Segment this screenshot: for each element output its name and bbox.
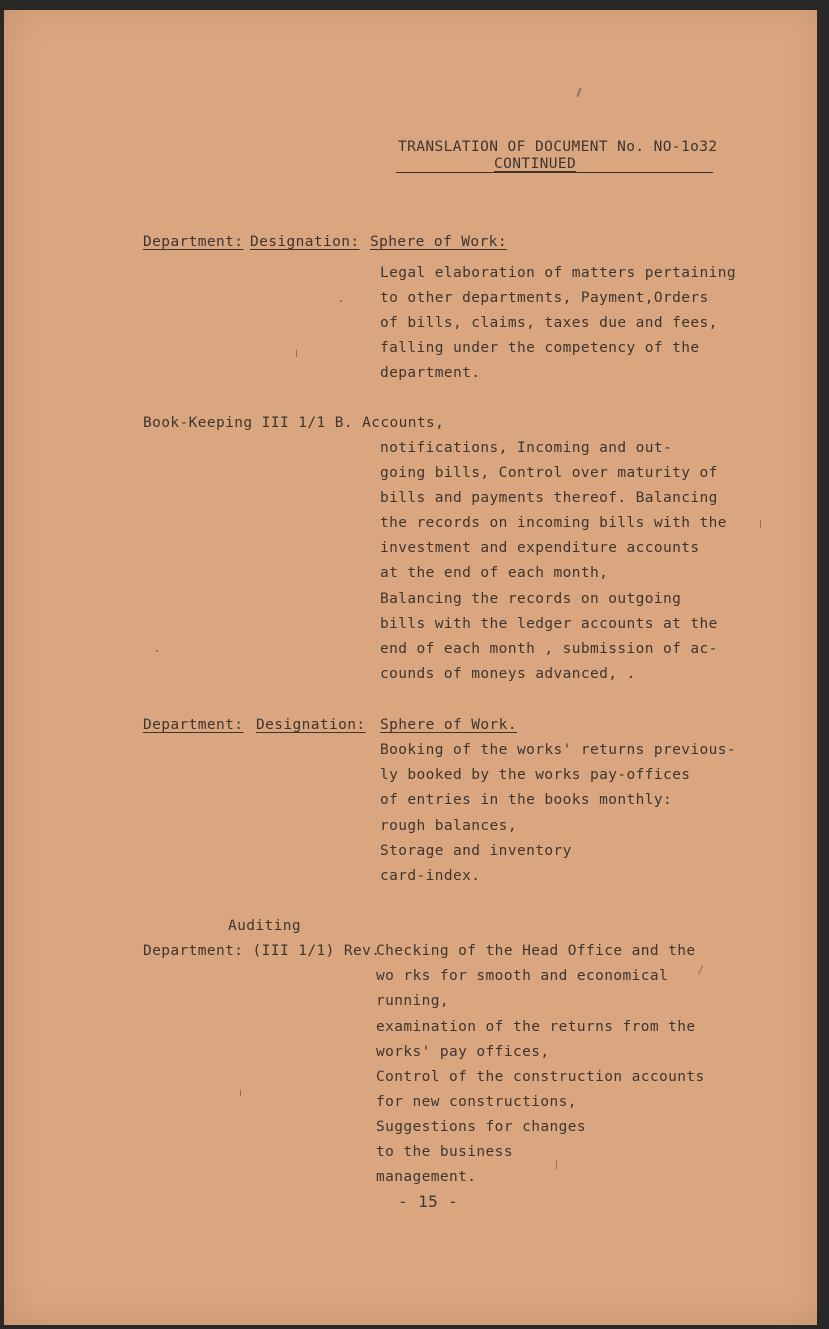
label-book-keeping: Book-Keeping III 1/1 B. Accounts, <box>143 415 445 431</box>
paper-speck <box>577 88 582 97</box>
paper-speck <box>556 1160 557 1169</box>
text-line: to other departments, Payment,Orders <box>380 290 709 306</box>
document-title: TRANSLATION OF DOCUMENT No. NO-1o32 <box>398 139 718 155</box>
heading-rule <box>396 172 713 173</box>
scan-border-top <box>0 0 829 10</box>
text-line: notifications, Incoming and out- <box>380 440 673 456</box>
text-line: at the end of each month, <box>380 565 609 581</box>
text-line: end of each month , submission of ac- <box>380 641 718 657</box>
text-line: counds of moneys advanced, . <box>380 666 636 682</box>
page-number: - 15 - <box>398 1192 459 1211</box>
text-line: rough balances, <box>380 818 517 834</box>
text-line: Checking of the Head Office and the <box>376 943 696 959</box>
paper-speck <box>760 520 761 528</box>
text-line: Balancing the records on outgoing <box>380 591 682 607</box>
paper-speck <box>240 1090 241 1096</box>
text-line: Suggestions for changes <box>376 1119 586 1135</box>
label-department: Department: <box>143 717 244 733</box>
text-line: of entries in the books monthly: <box>380 792 673 808</box>
text-line: for new constructions, <box>376 1094 577 1110</box>
text-line: Storage and inventory <box>380 843 572 859</box>
text-line: Legal elaboration of matters pertaining <box>380 265 737 281</box>
paper-speck <box>156 650 158 652</box>
scan-border-bottom <box>0 1325 829 1329</box>
text-line: management. <box>376 1169 477 1185</box>
paper-speck <box>698 965 703 974</box>
label-designation: Designation: <box>256 717 366 733</box>
text-line: examination of the returns from the <box>376 1019 696 1035</box>
label-department: Department: <box>143 234 244 250</box>
text-line: wo rks for smooth and economical <box>376 968 669 984</box>
paper-speck <box>340 300 342 302</box>
text-line: the records on incoming bills with the <box>380 515 727 531</box>
label-designation: Designation: <box>250 234 360 250</box>
scan-border-right <box>817 0 829 1329</box>
text-line: to the business <box>376 1144 513 1160</box>
text-line: Control of the construction accounts <box>376 1069 705 1085</box>
scan-border-left <box>0 0 4 1329</box>
label-department-rev: Department: (III 1/1) Rev. <box>143 943 381 959</box>
text-line: department. <box>380 365 481 381</box>
label-sphere-of-work: Sphere of Work. <box>380 717 517 733</box>
text-line: bills and payments thereof. Balancing <box>380 490 718 506</box>
label-auditing: Auditing <box>228 918 302 934</box>
text-line: card-index. <box>380 868 481 884</box>
text-line: running, <box>376 993 450 1009</box>
text-line: going bills, Control over maturity of <box>380 465 718 481</box>
text-line: works' pay offices, <box>376 1044 550 1060</box>
text-line: ly booked by the works pay-offices <box>380 767 691 783</box>
text-line: of bills, claims, taxes due and fees, <box>380 315 718 331</box>
text-line: falling under the competency of the <box>380 340 700 356</box>
text-line: bills with the ledger accounts at the <box>380 616 718 632</box>
text-line: Booking of the works' returns previous- <box>380 742 737 758</box>
label-sphere-of-work: Sphere of Work: <box>370 234 507 250</box>
text-line: investment and expenditure accounts <box>380 540 700 556</box>
paper-speck <box>296 350 297 357</box>
document-subtitle: CONTINUED <box>494 156 577 172</box>
